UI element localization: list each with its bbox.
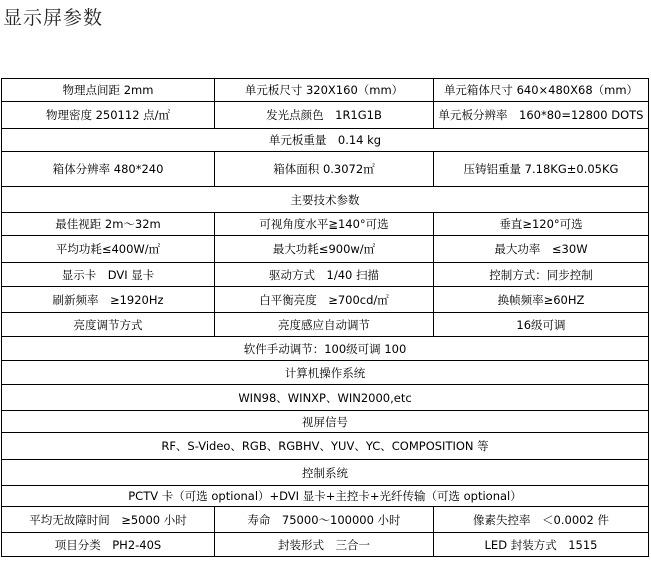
table-cell: 显示卡 DVI 显卡	[2, 263, 215, 287]
table-cell: 最佳视距 2m～32m	[2, 213, 215, 236]
table-cell: 刷新频率 ≥1920Hz	[2, 287, 215, 313]
section-heading: 控制系统	[2, 460, 649, 486]
table-cell: 亮度调节方式	[2, 313, 215, 337]
table-cell: 物理密度 250112 点/㎡	[2, 102, 215, 129]
table-cell: 软件手动调节：100级可调 100	[2, 337, 649, 361]
table-cell: 单元板尺寸 320X160（mm）	[215, 79, 434, 102]
table-row	[2, 433, 649, 460]
table-row	[2, 411, 649, 433]
table-cell: 压铸铝重量 7.18KG±0.05KG	[434, 152, 649, 187]
table-cell: 垂直≥120°可选	[434, 213, 649, 236]
table-row	[2, 213, 649, 236]
table-row	[2, 337, 649, 361]
table-row	[2, 486, 649, 507]
table-row	[2, 263, 649, 287]
section-heading: 计算机操作系统	[2, 361, 649, 385]
table-cell: 换帧频率≥60HZ	[434, 287, 649, 313]
table-cell: WIN98、WINXP、WIN2000,etc	[2, 385, 649, 411]
table-row	[2, 507, 649, 533]
section-heading: 主要技术参数	[2, 187, 649, 213]
table-row	[2, 236, 649, 263]
table-cell: LED 封装方式 1515	[434, 533, 649, 557]
spec-table	[1, 78, 649, 557]
table-cell: 驱动方式 1/40 扫描	[215, 263, 434, 287]
table-row	[2, 313, 649, 337]
table-cell: 最大功率 ≤30W	[434, 236, 649, 263]
table-cell: 箱体面积 0.3072㎡	[215, 152, 434, 187]
table-cell: 单元板重量 0.14 kg	[2, 129, 649, 152]
table-cell: 封装形式 三合一	[215, 533, 434, 557]
table-row	[2, 187, 649, 213]
table-row	[2, 129, 649, 152]
table-cell: 物理点间距 2mm	[2, 79, 215, 102]
section-heading: 视屏信号	[2, 411, 649, 433]
page-title: 显示屏参数	[3, 7, 104, 29]
table-row	[2, 79, 649, 102]
table-cell: 发光点颜色 1R1G1B	[215, 102, 434, 129]
table-cell: 亮度感应自动调节	[215, 313, 434, 337]
table-row	[2, 152, 649, 187]
table-row	[2, 287, 649, 313]
table-cell: 控制方式：同步控制	[434, 263, 649, 287]
table-cell: 可视角度水平≧140°可选	[215, 213, 434, 236]
table-row	[2, 460, 649, 486]
table-cell: 单元板分辨率 160*80=12800 DOTS	[434, 102, 649, 129]
table-cell: 像素失控率 ＜0.0002 件	[434, 507, 649, 533]
table-cell: 16级可调	[434, 313, 649, 337]
table-cell: 平均无故障时间 ≥5000 小时	[2, 507, 215, 533]
table-cell: 平均功耗≤400W/㎡	[2, 236, 215, 263]
table-cell: 寿命 75000～100000 小时	[215, 507, 434, 533]
table-cell: RF、S-Video、RGB、RGBHV、YUV、YC、COMPOSITION 等	[2, 433, 649, 460]
table-cell: 单元箱体尺寸 640×480X68（mm）	[434, 79, 649, 102]
table-cell: 项目分类 PH2-40S	[2, 533, 215, 557]
table-row	[2, 533, 649, 557]
table-row	[2, 385, 649, 411]
table-cell: PCTV 卡（可选 optional）+DVI 显卡+主控卡+光纤传输（可选 optional）	[2, 486, 649, 507]
table-cell: 最大功耗≤900w/㎡	[215, 236, 434, 263]
table-cell: 白平衡亮度 ≥700cd/㎡	[215, 287, 434, 313]
table-row	[2, 102, 649, 129]
table-cell: 箱体分辨率 480*240	[2, 152, 215, 187]
table-row	[2, 361, 649, 385]
